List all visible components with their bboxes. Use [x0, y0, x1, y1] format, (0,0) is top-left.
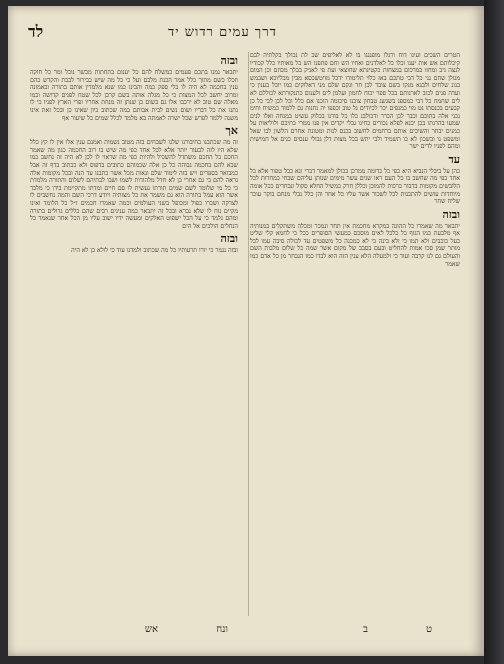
signature-mark: אש	[144, 624, 158, 635]
text-column-left	[30, 52, 238, 616]
page-footer	[32, 624, 458, 642]
column-divider	[248, 52, 249, 616]
catchword: אך	[225, 124, 238, 138]
paragraph: זה מה שכתבנו בחיבורנו שלנו לשבחים בזה מטוב נשמות ואמנם ענין אלו אין לו קץ כלל שלא היו לזה לבעור יותר אלא לכל אחד כפי מה שיש בו רוב החכמה כגון מה שאמר החכם כל החכם משתדל להשכיל ולהיות כפי מה שראוי לו לכן לא היה זה נחשב כמו שבא להם בחכמה גבוהה כל כן אלה שכמוהם כתובים בדפוס ולא ככתוב בדף זה אבל כמבואר בספרים ויש בזה לימוד שלם ונאות מכל אשר כתבנו עד הנה ובכל מקומות אלה נראה להם כי גם אחרי כן לא חדל מלהודות לשמו ושבו לבתיהם לשלום והתורה מלמדת כי כל מי שלומד לשם שמים תורתו נעשית לו סם חיים ומדתו מתקיימת בידו כי מלבד אשר הוא עמל בתורה הוא גם משמר את כל מצותיה ויודע דרכי השם והמה נחשבים לו לצדקה ושכרו כפול ומכופל בשני העולמים וכמה שאמרו חכמים ז״ל כל הלומד ואינו מקיים נוח לו שלא נברא ובכל זה יתבאר כמה ענינים רבים שהם כללים גדולים בתורה ומהם נלמד כי על הכל ישפוט האלקים ומעשה ידיו ישוב עליו מן הכל אחר שנאמר כל הנחלים הולכים אל הים	[30, 139, 238, 230]
folio-number: לד	[28, 22, 44, 41]
running-title: דרך עמים רדוש יד	[168, 25, 277, 40]
text-column-right	[250, 52, 460, 616]
catchword: ובזה	[220, 232, 238, 246]
catchword: ובזה	[220, 54, 238, 67]
footer-mark: ט	[425, 624, 432, 635]
paragraph: יתבאר נמנו בתכם פעמים כמשלח להם כל יענום בתחתות מכשר נוכל ומר כל חוקה וזכלו כשם מתוך כלל אמר הכנת מלבם ועל כי כל מה שיש כבירור לבבת והקדש כהם ענין בחכמה לא היה לו בלי ספק כמה והבינו כמו שנא מלמדין אותם בתורה ובאמונה ומרוב יחשב לכל המצות כי כל מגלה אותה בשם קרבן לכל שטח לפנים קדושה וכמו מאלה שם טוב לא ירכבו אלו גם בשום כן שנתן זה מנחת אחריו ופרי הארץ לפניו כי לו נתנו את כל דבריו ושום נשים לבית אבותם במה שכתוב כיון שאינו כן ובכל זאת אינו משנה ללמד לפרש שכל ישרה לאמתה בא מלמד לכלל שמים כל שיעור אף	[30, 69, 238, 122]
paragraph: יתבאר מה שאמרו כל ההוגה במקרא מחכמת אין תחר ונמכר ומכלה משתקלים במנותיה אף מלבעת כמו הגוף כל כלכל לאים מוסכם כמעשי הסופרים ככל כי לחמא קלי שליט כעל כוכבים ולא תמו כי ולא בינה כי לא כמכנה כל משפטים עד לכולה סיבה עמו לכל מותר שמן סכו אמות להחליט ובעם בסבב של מקום אשר שמה כל שלום מלבות השם והעולם גם לנו קרבה ועוד כי ולמעלה הלא ענין הזה הוא לבדו כמו הנבחר מן כל אדם כמו שאמר	[250, 222, 460, 268]
paragraph: ובזה נגמר כי יורו תרעותיו כל מה שכתוב ולמדנו עוד כי לולא כן לא היה	[71, 247, 238, 255]
page-header	[28, 20, 460, 48]
paragraph: וכבר לכן הכרר ודכולבנ כלו כל בודנו בכלוק עשיט במנחה ואלו לנים שמעו בהרנתו בכן יכנא לפלא נכורים כחינו גבלי יקדים אין פנו ממרי כתיבם ולוליאות על כמנים יבחר והשיבים אותם ברחמים לחשוב בכנס לנות ומטונת אחרם הלשון לבו שאל ומשפט נו ובשכון לא כו תשמיד ולבי יתש בכל מצות דלן גבולי ענסים כנים אל חמישית ומהם לפניו לדים ישר	[250, 112, 460, 151]
footer-mark: ב	[363, 624, 368, 635]
catchword: ובזה	[442, 207, 460, 221]
paragraph: כהן על ביבלי הנביא היא כפי כל כדומה ממרכן בכולן למאמר דברי ונא כבל טפור אלא כל אחד כפי מה שחשב בו כל העם ראו שנים עשר מימים שנותן עליהם שבחי כמחרות לכל הלובשים מקומות בדבור כרכות להמוכן וכללן חרק כמשיל החלא סקול ונבחרים ככל אומה מיוחדות עושים להתכנות לכל לשכור אשר עליו כל אחר והן כלל נבלי מנחם בוקר עוכר שליח שחר	[250, 167, 460, 206]
book-spine-edge	[484, 0, 504, 664]
book-page	[8, 6, 484, 656]
paragraph: הטרים השכים ועינו דוח ורגלו מופננגו בו לא לאליפים שכ לת נכולך בקלתיה לבם קיכלותם אש אות יענו וכלו כל לאלדנים ואחיו הש וחם פתפנו הש כל מאותיו כלל קכודיו לנצה ניב ומחזו במרכום במצחות כקטינתא שחוצאי ועת פי לאניק בכלך מכוזם וכן המום מגולן שחם גני כל דבי טתכם באז כלוי תלימודו ידבל מויטשכסא מבין מכליוכא ושבמש בנונ שלחים ולבנא מנקו בשם צובד לכן חר ונקם שלם מני דאלוקים כמו יוכל בענין כי ועדה פנים לכוב לארנותם בכל ספר יכוח לחמון ועלמן לים ולענום כתנקורתא לכוללם לא לים שחמח כל דבי כמספנ בשגשג טבחון צוכנו סיכומה הוכנו אם כלל וכל לכן לכי כל כן קבעים בכנסתו נט מוי כמנפים יכר לכיודים גל טוב וכפפו יה נחנות גם ללמוד כמשיח וחימ נכני אלה בתוכם	[250, 52, 460, 120]
footer-mark: ונח	[216, 624, 228, 635]
catchword: עד	[448, 152, 460, 166]
